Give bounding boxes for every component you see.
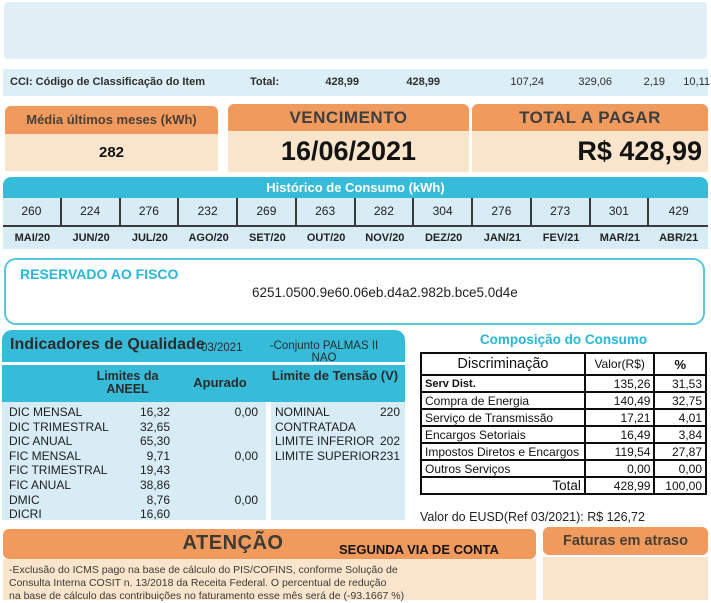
attention-text-line: na base de cálculo das contribuições no faturamento esse mês será de (-93.1667 %) bbox=[9, 590, 405, 602]
history-value: 224 bbox=[62, 198, 121, 227]
history-column bbox=[356, 198, 415, 249]
composition-value: 17,21 bbox=[585, 409, 655, 426]
cci-total-label: Total: bbox=[250, 76, 280, 88]
quality-table-body bbox=[2, 402, 405, 520]
attention-banner bbox=[3, 529, 536, 559]
table-row bbox=[421, 409, 706, 426]
cci-value: 107,24 bbox=[510, 76, 544, 88]
history-column bbox=[649, 198, 708, 249]
composition-percent: 4,01 bbox=[654, 409, 706, 426]
history-month-label: JAN/21 bbox=[483, 232, 522, 244]
history-value: 232 bbox=[179, 198, 238, 227]
cci-row bbox=[3, 69, 708, 96]
history-section bbox=[3, 177, 708, 249]
quality-indicator-name: DICRI bbox=[9, 507, 42, 522]
quality-row bbox=[2, 463, 405, 478]
attention-title: ATENÇÃO bbox=[182, 532, 284, 554]
cci-value: 428,99 bbox=[406, 76, 440, 88]
history-column bbox=[238, 198, 297, 249]
history-column bbox=[473, 198, 532, 249]
total-percent: 100,00 bbox=[654, 477, 706, 494]
attention-text-line: Consulta Interna COSIT n. 13/2018 da Receita Federal. O percentual de redução bbox=[9, 577, 387, 589]
history-month-label: DEZ/20 bbox=[424, 232, 463, 244]
col-discriminacao: Discriminação bbox=[421, 353, 585, 375]
total-value: 428,99 bbox=[585, 477, 655, 494]
history-column bbox=[179, 198, 238, 249]
col-percent: % bbox=[654, 353, 706, 375]
history-value: 276 bbox=[121, 198, 180, 227]
quality-title: Indicadores de Qualidade bbox=[10, 336, 205, 353]
col-valor: Valor(R$) bbox=[585, 353, 655, 375]
history-value: 273 bbox=[532, 198, 591, 227]
quality-row bbox=[2, 507, 405, 522]
history-column bbox=[62, 198, 121, 249]
cci-value: 428,99 bbox=[325, 76, 359, 88]
composition-value: 135,26 bbox=[585, 375, 655, 392]
quality-col-apurado: Apurado bbox=[193, 375, 247, 390]
composition-name: Serviço de Transmissão bbox=[421, 409, 585, 426]
table-row bbox=[421, 392, 706, 409]
average-value: 282 bbox=[5, 134, 218, 171]
history-column bbox=[414, 198, 473, 249]
quality-limit-value: 16,32 bbox=[139, 405, 170, 419]
history-value: 263 bbox=[297, 198, 356, 227]
quality-limit-value: 32,65 bbox=[139, 419, 170, 434]
history-value: 304 bbox=[414, 198, 473, 227]
table-row bbox=[421, 426, 706, 443]
history-value: 276 bbox=[473, 198, 532, 227]
top-blank-panel bbox=[4, 2, 707, 59]
history-month-label: ABR/21 bbox=[659, 232, 699, 244]
quality-row bbox=[2, 405, 405, 420]
total-to-pay-value: R$ 428,99 bbox=[472, 131, 708, 172]
composition-percent: 31,53 bbox=[654, 375, 706, 392]
quality-row bbox=[2, 493, 405, 508]
due-date-value: 16/06/2021 bbox=[228, 131, 469, 172]
quality-indicator-name: FIC MENSAL bbox=[9, 448, 82, 463]
voltage-label: CONTRATADA bbox=[275, 419, 356, 434]
quality-title-band bbox=[2, 330, 405, 362]
composition-name: Serv Dist. bbox=[421, 375, 585, 392]
composition-name: Outros Serviços bbox=[421, 460, 585, 477]
fisco-label: RESERVADO AO FISCO bbox=[20, 266, 179, 282]
cci-value: 329,06 bbox=[578, 76, 612, 88]
history-month-label: OUT/20 bbox=[306, 232, 346, 244]
table-row bbox=[421, 375, 706, 392]
quality-limit-value: 38,86 bbox=[139, 478, 170, 492]
composition-name: Impostos Diretos e Encargos bbox=[421, 443, 585, 460]
quality-indicator-name: FIC TRIMESTRAL bbox=[9, 463, 108, 478]
history-value: 282 bbox=[356, 198, 415, 227]
table-total-row bbox=[421, 477, 706, 494]
cci-label: CCI: Código de Classificação do Item bbox=[10, 76, 205, 88]
composition-percent: 32,75 bbox=[654, 392, 706, 409]
history-value: 260 bbox=[3, 198, 62, 227]
quality-conjunto-line2: NAO bbox=[311, 352, 337, 364]
quality-limit-value: 19,43 bbox=[139, 463, 170, 478]
total-to-pay-box bbox=[472, 104, 708, 172]
voltage-value: 220 bbox=[379, 405, 400, 419]
attention-text-line: -Exclusão do ICMS pago na base de cálculo do PIS/COFINS, conforme Solução de bbox=[9, 564, 398, 576]
total-to-pay-header: TOTAL A PAGAR bbox=[472, 104, 708, 131]
quality-apurado-value: 0,00 bbox=[234, 492, 258, 507]
quality-row bbox=[2, 420, 405, 435]
voltage-label: LIMITE SUPERIOR bbox=[275, 448, 380, 463]
quality-section bbox=[2, 330, 405, 520]
quality-limit-value: 8,76 bbox=[146, 492, 170, 507]
average-header: Média últimos meses (kWh) bbox=[5, 106, 218, 134]
average-box bbox=[5, 106, 218, 171]
quality-limit-value: 16,60 bbox=[139, 507, 170, 522]
consumption-table bbox=[420, 352, 707, 495]
consumption-table-title: Composição do Consumo bbox=[479, 332, 648, 347]
quality-indicator-name: FIC ANUAL bbox=[9, 478, 72, 492]
quality-conjunto-line1: -Conjunto PALMAS II bbox=[269, 340, 379, 352]
history-value: 429 bbox=[649, 198, 708, 227]
history-month-label: MAR/21 bbox=[599, 232, 641, 244]
history-column bbox=[121, 198, 180, 249]
quality-apurado-value: 0,00 bbox=[234, 448, 258, 463]
attention-text bbox=[3, 559, 536, 603]
total-label: Total bbox=[421, 477, 585, 494]
composition-value: 16,49 bbox=[585, 426, 655, 443]
composition-value: 119,54 bbox=[585, 443, 655, 460]
history-column bbox=[297, 198, 356, 249]
table-row bbox=[421, 460, 706, 477]
attention-text-box bbox=[3, 559, 536, 600]
quality-header-row bbox=[2, 365, 405, 402]
quality-limit-value: 9,71 bbox=[146, 448, 170, 463]
voltage-value: 231 bbox=[379, 448, 400, 463]
composition-percent: 3,84 bbox=[654, 426, 706, 443]
eusd-note: Valor do EUSD(Ref 03/2021): R$ 126,72 bbox=[420, 510, 645, 524]
composition-value: 140,49 bbox=[585, 392, 655, 409]
quality-col-tensao: Limite de Tensão (V) bbox=[271, 368, 399, 383]
quality-apurado-value: 0,00 bbox=[234, 405, 258, 419]
quality-ref: 03/2021 bbox=[201, 342, 243, 354]
quality-indicator-name: DIC TRIMESTRAL bbox=[9, 419, 109, 434]
history-month-label: MAI/20 bbox=[14, 232, 51, 244]
composition-name: Compra de Energia bbox=[421, 392, 585, 409]
quality-indicator-name: DMIC bbox=[9, 492, 40, 507]
table-row bbox=[421, 443, 706, 460]
voltage-value: 202 bbox=[379, 434, 400, 449]
cci-value: 10,11 bbox=[683, 76, 710, 88]
quality-limit-value: 65,30 bbox=[139, 434, 170, 449]
voltage-label: LIMITE INFERIOR bbox=[275, 434, 375, 449]
quality-indicator-name: DIC MENSAL bbox=[9, 405, 83, 419]
fisco-box bbox=[4, 258, 705, 325]
quality-row bbox=[2, 434, 405, 449]
due-date-box bbox=[228, 104, 469, 172]
history-value: 269 bbox=[238, 198, 297, 227]
composition-percent: 0,00 bbox=[654, 460, 706, 477]
quality-row bbox=[2, 478, 405, 493]
history-month-label: FEV/21 bbox=[542, 232, 580, 244]
cci-value: 2,19 bbox=[643, 76, 665, 88]
history-column bbox=[3, 198, 62, 249]
history-value: 301 bbox=[591, 198, 650, 227]
history-column bbox=[532, 198, 591, 249]
consumption-table-header-row bbox=[421, 353, 706, 375]
history-month-label: SET/20 bbox=[249, 232, 286, 244]
history-title: Histórico de Consumo (kWh) bbox=[3, 177, 708, 198]
history-column bbox=[591, 198, 650, 249]
due-date-header: VENCIMENTO bbox=[228, 104, 469, 131]
quality-col-limites: Limites da ANEEL bbox=[96, 369, 159, 396]
consumption-history-grid bbox=[3, 198, 708, 249]
history-month-label: JUL/20 bbox=[131, 232, 168, 244]
overdue-title: Faturas em atraso bbox=[543, 527, 708, 555]
overdue-body bbox=[543, 557, 708, 600]
history-month-label: NOV/20 bbox=[365, 232, 405, 244]
quality-row bbox=[2, 449, 405, 464]
quality-indicator-name: DIC ANUAL bbox=[9, 434, 73, 449]
quality-conjunto bbox=[248, 340, 400, 364]
fisco-code: 6251.0500.9e60.06eb.d4a2.982b.bce5.0d4e bbox=[252, 285, 518, 300]
voltage-label: NOMINAL bbox=[275, 405, 330, 419]
history-month-label: JUN/20 bbox=[72, 232, 110, 244]
composition-value: 0,00 bbox=[585, 460, 655, 477]
composition-percent: 27,87 bbox=[654, 443, 706, 460]
composition-name: Encargos Setoriais bbox=[421, 426, 585, 443]
attention-subtitle: SEGUNDA VIA DE CONTA bbox=[339, 542, 499, 557]
history-month-label: AGO/20 bbox=[188, 232, 229, 244]
